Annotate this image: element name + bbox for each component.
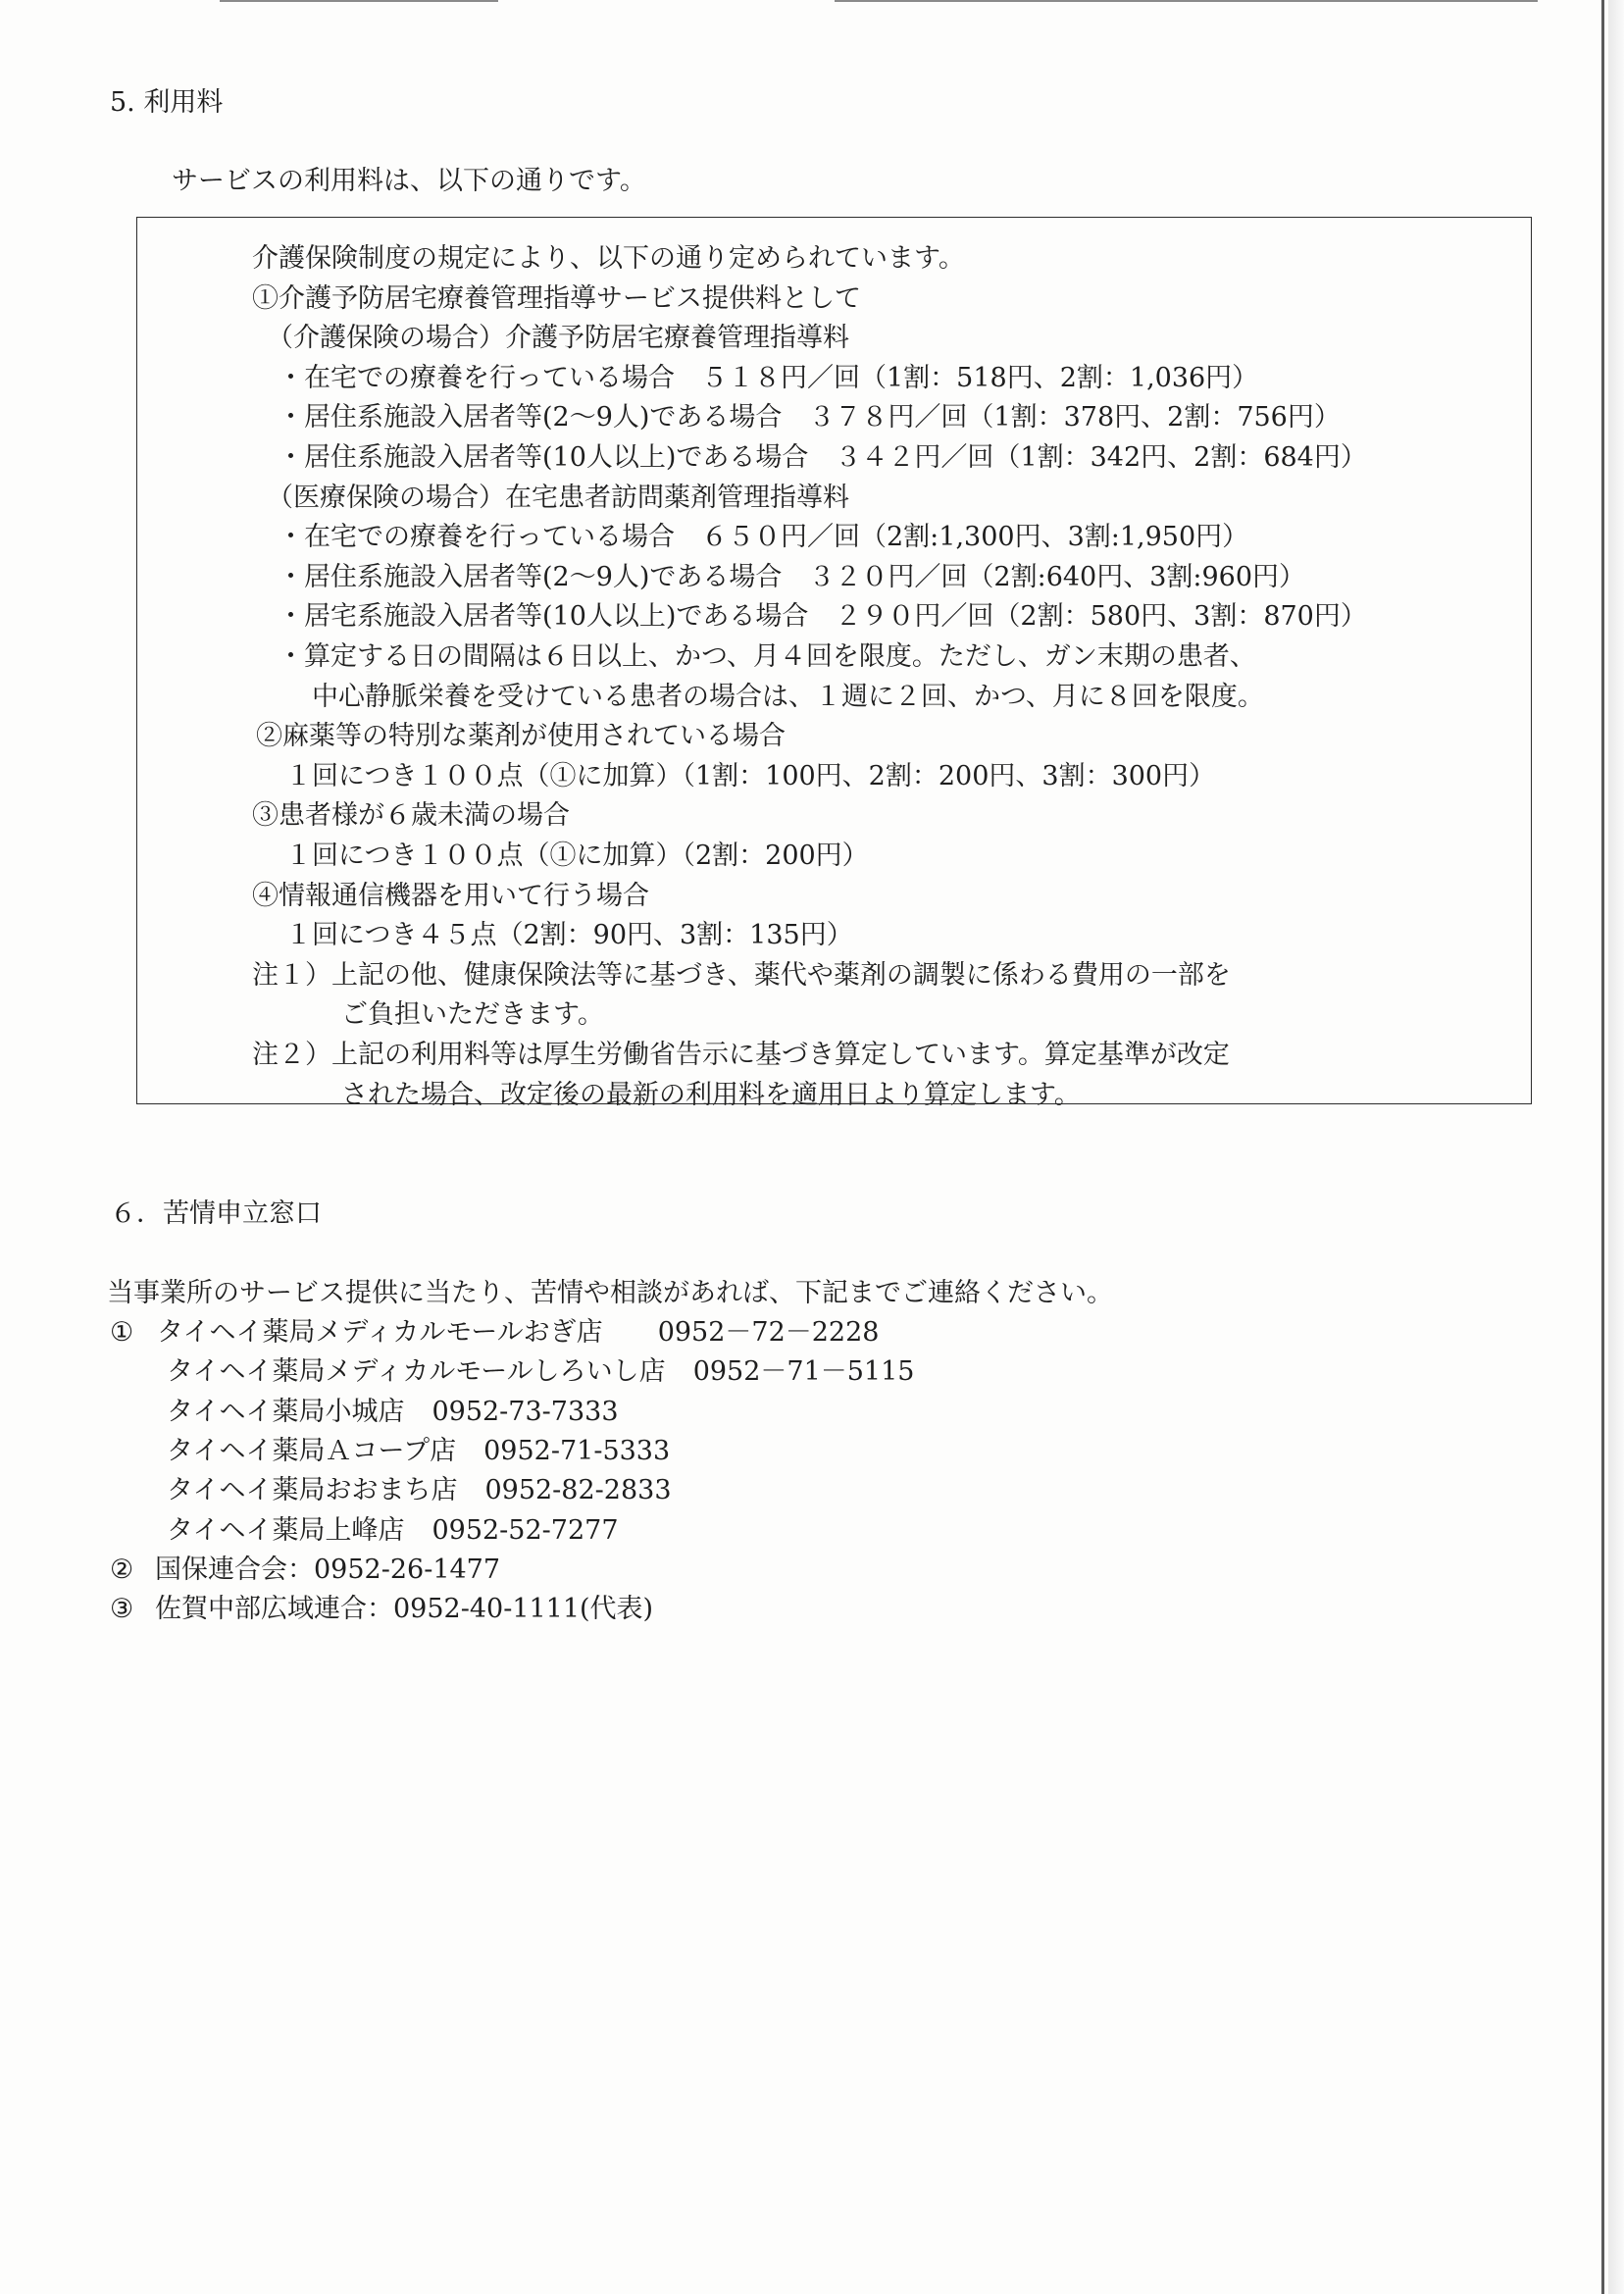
fee-line: ・居宅系施設入居者等(10人以上)である場合 ２９０円／回（2割：580円、3割：870円） bbox=[278, 601, 1367, 632]
scan-edge-right bbox=[1601, 0, 1604, 2294]
contact-item bbox=[167, 1393, 619, 1432]
fee-line: 介護保険制度の規定により、以下の通り定められています。 bbox=[252, 243, 965, 274]
fee-line: （介護保険の場合）介護予防居宅療養管理指導料 bbox=[267, 323, 849, 353]
fee-note-line: された場合、改定後の最新の利用料を適用日より算定します。 bbox=[341, 1080, 1081, 1110]
scan-shadow-right bbox=[1608, 0, 1624, 2294]
scan-edge-top-right bbox=[835, 0, 1538, 2]
contact-item bbox=[167, 1511, 619, 1551]
fee-line: １回につき１００点（①に加算）（2割：200円） bbox=[285, 841, 869, 871]
contact-phone: 0952-52-7277 bbox=[431, 1515, 619, 1546]
fee-line: ③患者様が６歳未満の場合 bbox=[252, 800, 570, 831]
contact-name: タイヘイ薬局メディカルモールおぎ店 bbox=[157, 1317, 603, 1348]
contact-item bbox=[167, 1471, 672, 1510]
section-6-heading: ６．苦情申立窓口 bbox=[110, 1198, 322, 1229]
fee-line: 中心静脈栄養を受けている患者の場合は、１週に２回、かつ、月に８回を限度。 bbox=[312, 682, 1264, 712]
fee-line: ・算定する日の間隔は６日以上、かつ、月４回を限度。ただし、ガン末期の患者、 bbox=[278, 641, 1256, 672]
fee-note-line: ご負担いただきます。 bbox=[341, 999, 604, 1030]
contact-name: タイヘイ薬局おおまち店 bbox=[167, 1475, 458, 1505]
contact-name: タイヘイ薬局Ａコープ店 bbox=[167, 1436, 457, 1466]
scan-edge-top-left bbox=[220, 0, 498, 2]
contact-name: タイヘイ薬局上峰店 bbox=[167, 1515, 405, 1546]
fee-line: ①介護予防居宅療養管理指導サービス提供料として bbox=[252, 283, 861, 314]
fee-line: （医療保険の場合）在宅患者訪問薬剤管理指導料 bbox=[267, 483, 849, 513]
fee-line: ・在宅での療養を行っている場合 ６５０円／回（2割:1,300円、3割:1,950円） bbox=[278, 522, 1249, 552]
section-5-heading: 5. 利用料 bbox=[110, 87, 224, 118]
contact-marker: ① bbox=[110, 1317, 134, 1348]
fee-line: ・居住系施設入居者等(2～9人)である場合 ３２０円／回（2割:640円、3割:960円） bbox=[278, 562, 1306, 592]
contact-phone: 0952－72－2228 bbox=[657, 1317, 880, 1348]
contact-item bbox=[157, 1313, 879, 1352]
fee-line: ④情報通信機器を用いて行う場合 bbox=[252, 881, 649, 911]
section-5-intro: サービスの利用料は、以下の通りです。 bbox=[172, 166, 646, 196]
contact-name: タイヘイ薬局メディカルモールしろいし店 bbox=[167, 1356, 666, 1387]
contact-name: タイヘイ薬局小城店 bbox=[167, 1397, 405, 1427]
fee-line: ・居住系施設入居者等(10人以上)である場合 ３４２円／回（1割：342円、2割：684円） bbox=[278, 442, 1367, 473]
contact-item: 佐賀中部広域連合：0952-40-1111(代表) bbox=[155, 1594, 654, 1624]
contact-marker: ③ bbox=[110, 1594, 134, 1624]
fee-line: ・居住系施設入居者等(2～9人)である場合 ３７８円／回（1割：378円、2割：756円） bbox=[278, 402, 1341, 433]
fee-line: ②麻薬等の特別な薬剤が使用されている場合 bbox=[256, 721, 786, 751]
fee-note-line: 注１）上記の他、健康保険法等に基づき、薬代や薬剤の調製に係わる費用の一部を bbox=[252, 960, 1231, 991]
contact-item bbox=[167, 1432, 670, 1471]
contact-marker: ② bbox=[110, 1555, 134, 1585]
fee-line: １回につき１００点（①に加算）（1割：100円、2割：200円、3割：300円） bbox=[285, 761, 1216, 791]
fee-line: ・在宅での療養を行っている場合 ５１８円／回（1割：518円、2割：1,036円） bbox=[278, 363, 1259, 393]
fee-note-line: 注２）上記の利用料等は厚生労働省告示に基づき算定しています。算定基準が改定 bbox=[252, 1040, 1230, 1070]
contact-phone: 0952-73-7333 bbox=[431, 1397, 619, 1427]
contact-phone: 0952-71-5333 bbox=[483, 1436, 671, 1466]
section-6-intro: 当事業所のサービス提供に当たり、苦情や相談があれば、下記までご連絡ください。 bbox=[107, 1278, 1113, 1308]
contact-item: 国保連合会：0952-26-1477 bbox=[155, 1555, 501, 1585]
contact-phone: 0952－71－5115 bbox=[692, 1356, 915, 1387]
fee-line: １回につき４５点（2割：90円、3割：135円） bbox=[285, 920, 853, 950]
contact-item bbox=[167, 1352, 914, 1392]
contact-phone: 0952-82-2833 bbox=[484, 1475, 672, 1505]
